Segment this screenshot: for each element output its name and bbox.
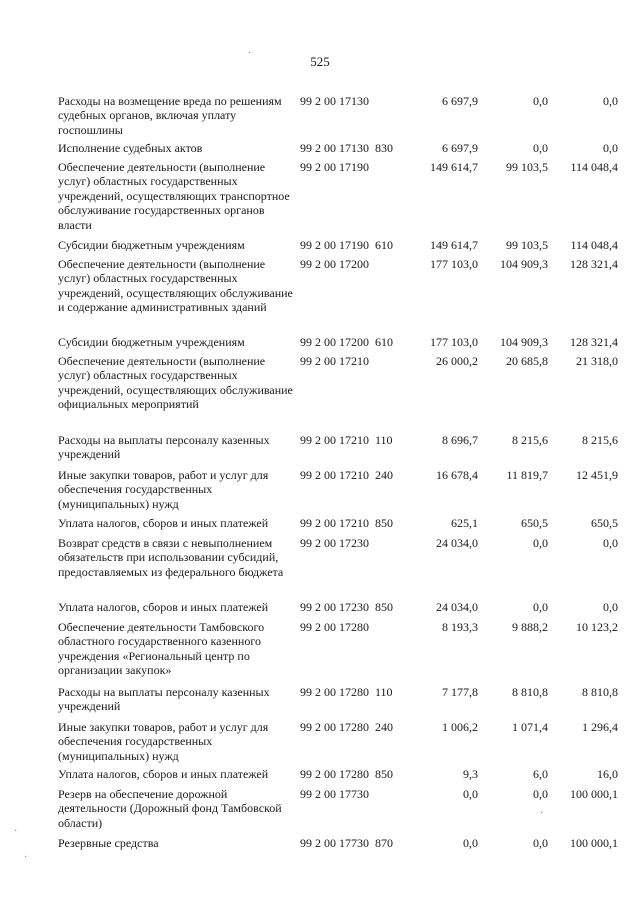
row-name: Субсидии бюджетным учреждениям: [58, 335, 245, 349]
row-value-2: 99 103,5: [506, 160, 548, 174]
row-value-2: 0,0: [533, 836, 548, 850]
page-number: 525: [310, 54, 330, 69]
row-value-3: 21 318,0: [576, 354, 618, 368]
row-value-1: 8 696,7: [442, 433, 478, 447]
row-value-3: 100 000,1: [570, 836, 618, 850]
row-value-1: 24 034,0: [436, 536, 478, 550]
row-value-3: 8 810,8: [582, 685, 618, 699]
row-value-2: 650,5: [521, 516, 548, 530]
row-value-1: 24 034,0: [436, 600, 478, 614]
row-value-1: 6 697,9: [442, 94, 478, 108]
row-name: Уплата налогов, сборов и иных платежей: [58, 767, 269, 781]
row-code: 99 2 00 17210: [300, 354, 369, 368]
row-code: 99 2 00 17210 110: [300, 433, 393, 447]
row-name: Субсидии бюджетным учреждениям: [58, 238, 245, 252]
row-name: Иные закупки товаров, работ и услуг для обеспечения государственных (муниципальных) нужд: [58, 468, 269, 511]
row-value-3: 128 321,4: [570, 257, 618, 271]
row-value-1: 0,0: [463, 787, 478, 801]
row-value-1: 177 103,0: [430, 335, 478, 349]
scan-speck: ·: [540, 808, 544, 819]
row-code: 99 2 00 17280 110: [300, 685, 393, 699]
row-value-1: 177 103,0: [430, 257, 478, 271]
row-name: Уплата налогов, сборов и иных платежей: [58, 516, 269, 530]
row-value-2: 9 888,2: [512, 620, 548, 634]
row-value-1: 7 177,8: [442, 685, 478, 699]
row-name: Расходы на выплаты персоналу казенных учреждений: [58, 433, 270, 462]
row-value-2: 0,0: [533, 600, 548, 614]
row-value-3: 12 451,9: [576, 468, 618, 482]
row-value-3: 650,5: [591, 516, 618, 530]
row-value-3: 0,0: [603, 94, 618, 108]
row-value-2: 0,0: [533, 536, 548, 550]
row-code: 99 2 00 17730: [300, 787, 369, 801]
row-value-2: 104 909,3: [500, 257, 548, 271]
row-value-3: 1 296,4: [582, 720, 618, 734]
row-code: 99 2 00 17190: [300, 160, 369, 174]
row-value-1: 9,3: [463, 767, 478, 781]
row-value-1: 149 614,7: [430, 238, 478, 252]
row-value-3: 0,0: [603, 536, 618, 550]
row-value-3: 10 123,2: [576, 620, 618, 634]
row-value-1: 625,1: [451, 516, 478, 530]
row-value-3: 8 215,6: [582, 433, 618, 447]
row-value-3: 128 321,4: [570, 335, 618, 349]
row-value-1: 26 000,2: [436, 354, 478, 368]
row-value-3: 100 000,1: [570, 787, 618, 801]
row-value-3: 16,0: [597, 767, 618, 781]
row-name: Обеспечение деятельности (выполнение услуг) областных государственных учреждений, осуществляющих транспортное обслуживание государственных органов власти: [58, 160, 290, 232]
row-value-2: 11 819,7: [506, 468, 548, 482]
row-value-2: 8 810,8: [512, 685, 548, 699]
row-code: 99 2 00 17280 850: [300, 767, 393, 781]
row-name: Обеспечение деятельности (выполнение услуг) областных государственных учреждений, осуществляющих обслуживание и содержание административных зданий: [58, 257, 293, 315]
row-value-2: 99 103,5: [506, 238, 548, 252]
row-value-3: 114 048,4: [570, 238, 618, 252]
row-code: 99 2 00 17730 870: [300, 836, 393, 850]
row-code: 99 2 00 17230 850: [300, 600, 393, 614]
row-name: Возврат средств в связи с невыполнением обязательств при использовании субсидий, предоставляемых из федерального бюджета: [58, 536, 284, 579]
row-value-3: 0,0: [603, 141, 618, 155]
row-value-2: 20 685,8: [506, 354, 548, 368]
row-value-2: 8 215,6: [512, 433, 548, 447]
row-value-2: 0,0: [533, 94, 548, 108]
row-value-2: 0,0: [533, 141, 548, 155]
scan-speck: ·: [24, 852, 28, 863]
row-code: 99 2 00 17130: [300, 94, 369, 108]
row-value-3: 0,0: [603, 600, 618, 614]
row-name: Обеспечение деятельности (выполнение услуг) областных государственных учреждений, осуществляющих обслуживание официальных мероприятий: [58, 354, 293, 412]
row-code: 99 2 00 17280: [300, 620, 369, 634]
row-code: 99 2 00 17230: [300, 536, 369, 550]
row-code: 99 2 00 17200: [300, 257, 369, 271]
row-name: Исполнение судебных актов: [58, 141, 203, 155]
row-name: Уплата налогов, сборов и иных платежей: [58, 600, 269, 614]
row-value-1: 149 614,7: [430, 160, 478, 174]
row-name: Расходы на выплаты персоналу казенных учреждений: [58, 685, 270, 714]
row-value-2: 104 909,3: [500, 335, 548, 349]
row-code: 99 2 00 17210 240: [300, 468, 393, 482]
row-value-2: 1 071,4: [512, 720, 548, 734]
row-value-2: 0,0: [533, 787, 548, 801]
row-value-1: 0,0: [463, 836, 478, 850]
row-code: 99 2 00 17200 610: [300, 335, 393, 349]
row-name: Резервные средства: [58, 836, 159, 850]
scan-speck: ·: [14, 826, 18, 837]
row-value-2: 6,0: [533, 767, 548, 781]
row-name: Иные закупки товаров, работ и услуг для обеспечения государственных (муниципальных) нужд: [58, 720, 269, 763]
row-value-1: 1 006,2: [442, 720, 478, 734]
row-code: 99 2 00 17210 850: [300, 516, 393, 530]
scan-speck: ·: [248, 48, 252, 59]
row-name: Резерв на обеспечение дорожной деятельности (Дорожный фонд Тамбовской области): [58, 787, 282, 830]
row-name: Расходы на возмещение вреда по решениям судебных органов, включая уплату госпошлины: [58, 94, 282, 137]
row-value-1: 16 678,4: [436, 468, 478, 482]
row-code: 99 2 00 17190 610: [300, 238, 393, 252]
row-code: 99 2 00 17280 240: [300, 720, 393, 734]
row-value-1: 8 193,3: [442, 620, 478, 634]
row-code: 99 2 00 17130 830: [300, 141, 393, 155]
row-name: Обеспечение деятельности Тамбовского областного государственного казенного учреждения «Региональный центр по организации закупок»: [58, 620, 265, 678]
row-value-1: 6 697,9: [442, 141, 478, 155]
row-value-3: 114 048,4: [570, 160, 618, 174]
